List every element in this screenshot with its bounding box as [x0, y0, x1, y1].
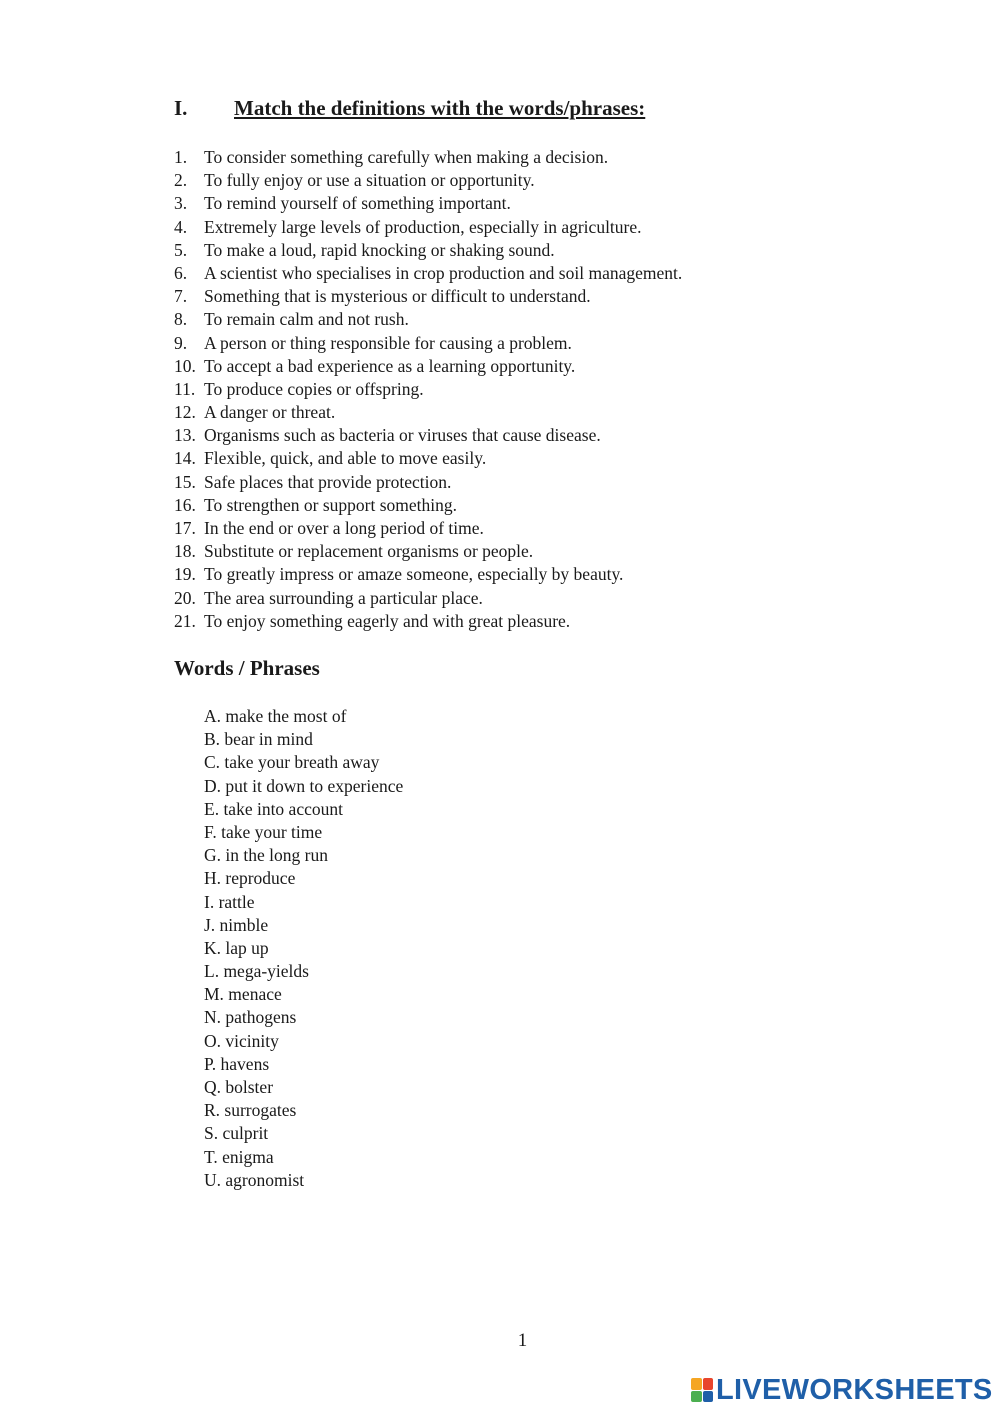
definition-text: To produce copies or offspring. [204, 378, 424, 399]
definition-number: 8. [174, 309, 188, 330]
word-item: N. pathogens [204, 1007, 297, 1028]
definition-item [174, 401, 682, 424]
word-item: B. bear in mind [204, 729, 313, 750]
word-item: I. rattle [204, 891, 255, 912]
definition-text: To strengthen or support something. [204, 494, 457, 515]
definition-item [174, 239, 682, 262]
word-item: O. vicinity [204, 1030, 279, 1051]
section-number: I. [174, 96, 188, 120]
definition-text: Substitute or replacement organisms or people. [204, 541, 534, 562]
definition-item [174, 169, 682, 192]
word-item: T. enigma [204, 1146, 274, 1167]
definition-text: To make a loud, rapid knocking or shaking sound. [204, 239, 555, 260]
definition-number: 15. [174, 471, 196, 492]
logo-square-4 [703, 1391, 714, 1403]
words-heading: Words / Phrases [174, 656, 320, 680]
definition-text: A danger or threat. [204, 402, 336, 423]
definition-number: 14. [174, 448, 196, 469]
word-item: U. agronomist [204, 1169, 305, 1190]
definition-number: 13. [174, 425, 196, 446]
word-item: J. nimble [204, 914, 269, 935]
definition-number: 18. [174, 541, 196, 562]
definition-number: 2. [174, 170, 188, 191]
liveworksheets-logo[interactable] [691, 1375, 993, 1405]
definition-item [174, 285, 682, 308]
definition-number: 10. [174, 355, 196, 376]
definition-number: 17. [174, 518, 196, 538]
word-item: S. culprit [204, 1123, 269, 1144]
definition-text: To consider something carefully when making a decision. [204, 147, 609, 167]
section-title: Match the definitions with the words/phrases: [234, 96, 646, 120]
word-item: P. havens [204, 1053, 270, 1074]
word-item: A. make the most of [204, 706, 347, 726]
word-item: F. take your time [204, 821, 323, 842]
definition-item [174, 262, 682, 285]
logo-square-2 [703, 1378, 714, 1390]
logo-square-3 [691, 1391, 702, 1403]
definition-text: Organisms such as bacteria or viruses that cause disease. [204, 425, 601, 446]
definition-item [174, 332, 682, 355]
word-item: K. lap up [204, 937, 269, 958]
definition-item [174, 494, 682, 517]
word-item: R. surrogates [204, 1100, 297, 1121]
logo-square-1 [691, 1378, 702, 1390]
word-item: M. menace [204, 984, 282, 1005]
word-item: L. mega-yields [204, 961, 309, 982]
liveworksheets-logo-icon [691, 1378, 713, 1402]
definition-item [174, 308, 682, 331]
word-item: G. in the long run [204, 845, 328, 866]
definition-item [174, 216, 682, 239]
definition-item [174, 563, 682, 586]
definition-text: To greatly impress or amaze someone, especially by beauty. [204, 564, 624, 585]
definition-number: 3. [174, 193, 188, 214]
definition-item [174, 378, 682, 401]
logo-text: LIVEWORKSHEETS [716, 1373, 993, 1406]
definition-number: 6. [174, 262, 188, 283]
definition-text: Flexible, quick, and able to move easily. [204, 448, 487, 469]
word-item: H. reproduce [204, 868, 296, 889]
definition-text: Something that is mysterious or difficult to understand. [204, 286, 591, 307]
definition-text: To enjoy something eagerly and with great pleasure. [204, 610, 571, 631]
word-item: Q. bolster [204, 1077, 274, 1097]
definition-number: 11. [174, 378, 196, 399]
definition-item [174, 146, 682, 169]
words-list [204, 705, 403, 1192]
definition-text: Safe places that provide protection. [204, 471, 452, 492]
definition-text: To remain calm and not rush. [204, 309, 409, 330]
definition-text: A person or thing responsible for causing a problem. [204, 332, 572, 353]
definition-item [174, 471, 682, 494]
definition-text: To remind yourself of something important. [204, 193, 511, 214]
definition-number: 5. [174, 239, 188, 260]
word-item: C. take your breath away [204, 752, 380, 773]
definition-text: In the end or over a long period of time. [204, 518, 484, 538]
definition-text: Extremely large levels of production, especially in agriculture. [204, 216, 642, 237]
definition-text: To fully enjoy or use a situation or opportunity. [204, 170, 535, 191]
definition-text: To accept a bad experience as a learning opportunity. [204, 355, 576, 376]
definition-text: The area surrounding a particular place. [204, 587, 483, 608]
definition-number: 7. [174, 286, 188, 307]
definition-item [174, 355, 682, 378]
word-item: E. take into account [204, 798, 343, 819]
definition-number: 4. [174, 216, 188, 237]
definition-item [174, 192, 682, 215]
page-number: 1 [517, 1330, 528, 1351]
definition-item [174, 587, 682, 610]
definition-text: A scientist who specialises in crop production and soil management. [204, 262, 683, 283]
definition-number: 16. [174, 494, 196, 515]
definition-item [174, 447, 682, 470]
definition-number: 21. [174, 610, 196, 631]
definition-number: 9. [174, 332, 188, 353]
definition-number: 19. [174, 564, 196, 585]
word-item: D. put it down to experience [204, 775, 404, 796]
definition-number: 12. [174, 402, 196, 423]
definition-number: 1. [174, 147, 188, 167]
definitions-list [174, 146, 682, 633]
definition-number: 20. [174, 587, 196, 608]
definition-item [174, 424, 682, 447]
definition-item [174, 540, 682, 563]
definition-item [174, 610, 682, 633]
definition-item [174, 517, 682, 540]
